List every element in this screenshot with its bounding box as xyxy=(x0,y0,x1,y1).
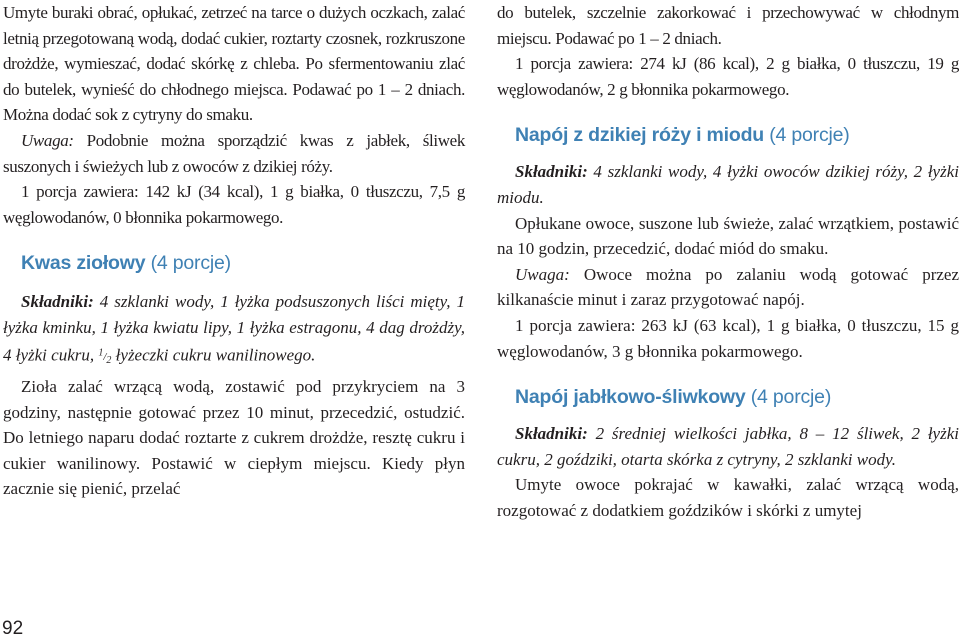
ingredients-text-a: 4 szklanki wody, 1 łyżka podsuszonych liści mięty, 1 łyżka kminku, 1 łyżka kwiatu lipy, 1 łyżka estragonu, 4 dag drożdży, 4 łyżki cukru, xyxy=(3,292,465,365)
left-uwaga-note xyxy=(3,128,465,179)
recipe-title-portions: (4 porcje) xyxy=(764,124,850,147)
right-uwaga-note xyxy=(497,262,959,313)
recipe-title-portions: (4 porcje) xyxy=(145,252,231,275)
recipe-title-name: Napój z dzikiej róży i miodu xyxy=(515,124,765,147)
right-ingredients-2 xyxy=(497,159,959,210)
right-continuation-paragraph: do butelek, szczelnie zakorkować i przechowywać w chłodnym miejscu. Podawać po 1 – 2 dniach. xyxy=(497,3,959,48)
right-method-3: Umyte owoce pokrajać w kawałki, zalać wrzącą wodą, rozgotować z dodatkiem goździków i skórki z umytej xyxy=(497,475,959,520)
ingredients-text: 2 średniej wielkości jabłka, 8 – 12 śliwek, 2 łyżki cukru, 2 goździki, otarta skórka z cytryny, 2 szklanki wody. xyxy=(497,424,959,469)
ingredients-label: Składniki: xyxy=(515,162,588,182)
ingredients-text-b: łyżeczki cukru wanilinowego. xyxy=(111,345,316,365)
page-number: 92 xyxy=(2,618,24,639)
uwaga-text: Podobnie można sporządzić kwas z jabłek, śliwek suszonych i świeżych lub z owoców z dzikiej róży. xyxy=(3,130,465,176)
fraction-half xyxy=(98,347,112,367)
recipe-title-portions: (4 porcje) xyxy=(745,386,832,409)
left-continuation-paragraph: Umyte buraki obrać, opłukać, zetrzeć na tarce o dużych oczkach, zalać letnią przegotowaną wodą, dodać cukier, roztarty czosnek, rozkruszone drożdże, wymieszać, dodać skórkę z chleba. Po sfermentowaniu zlać do butelek, wynieść do chłodnego miejsca. Podawać po 1 – 2 dniach. Można dodać sok z cytryny do smaku. xyxy=(3,3,465,125)
uwaga-label: Uwaga: xyxy=(515,264,570,284)
right-column xyxy=(497,0,959,524)
left-method: Zioła zalać wrzącą wodą, zostawić pod przykryciem na 3 godziny, następnie gotować przez 10 minut, przecedzić, ostudzić. Do letniego naparu dodać roztarte z cukrem drożdże, resztę cukru i cukier wanilinowy. Postawić w ciepłym miejscu. Kiedy płyn zacznie się pienić, przelać xyxy=(3,376,465,499)
recipe-title-name: Napój jabłkowo-śliwkowy xyxy=(515,386,746,409)
right-ingredients-3 xyxy=(497,421,959,472)
ingredients-label: Składniki: xyxy=(21,292,94,312)
ingredients-label: Składniki: xyxy=(515,424,588,444)
recipe-title-kwas-ziolowy xyxy=(3,250,465,276)
left-ingredients xyxy=(3,289,465,374)
uwaga-label: Uwaga: xyxy=(21,130,74,150)
fraction-numerator: 1 xyxy=(98,347,104,359)
recipe-title-name: Kwas ziołowy xyxy=(21,252,146,275)
right-nutrition-info-1: 1 porcja zawiera: 274 kJ (86 kcal), 2 g białka, 0 tłuszczu, 19 g węglowodanów, 2 g błonnika pokarmowego. xyxy=(497,54,959,99)
left-column xyxy=(3,0,465,502)
right-method-2: Opłukane owoce, suszone lub świeże, zalać wrzątkiem, postawić na 10 godzin, przecedzić, dodać miód do smaku. xyxy=(497,213,959,259)
right-nutrition-info-2: 1 porcja zawiera: 263 kJ (63 kcal), 1 g białka, 0 tłuszczu, 15 g węglowodanów, 3 g błonnika pokarmowego. xyxy=(497,315,959,361)
recipe-title-dzika-roza xyxy=(497,122,959,148)
uwaga-text: Owoce można po zalaniu wodą gotować przez kilkanaście minut i zaraz przygotować napój. xyxy=(497,264,959,310)
fraction-denominator: 2 xyxy=(106,355,112,367)
ingredients-text: 4 szklanki wody, 4 łyżki owoców dzikiej róży, 2 łyżki miodu. xyxy=(497,162,959,207)
left-nutrition-info: 1 porcja zawiera: 142 kJ (34 kcal), 1 g białka, 0 tłuszczu, 7,5 g węglowodanów, 0 błonnika pokarmowego. xyxy=(3,182,465,227)
recipe-title-jablkowo-sliwkowy xyxy=(497,384,959,410)
fraction-slash: / xyxy=(103,351,107,364)
